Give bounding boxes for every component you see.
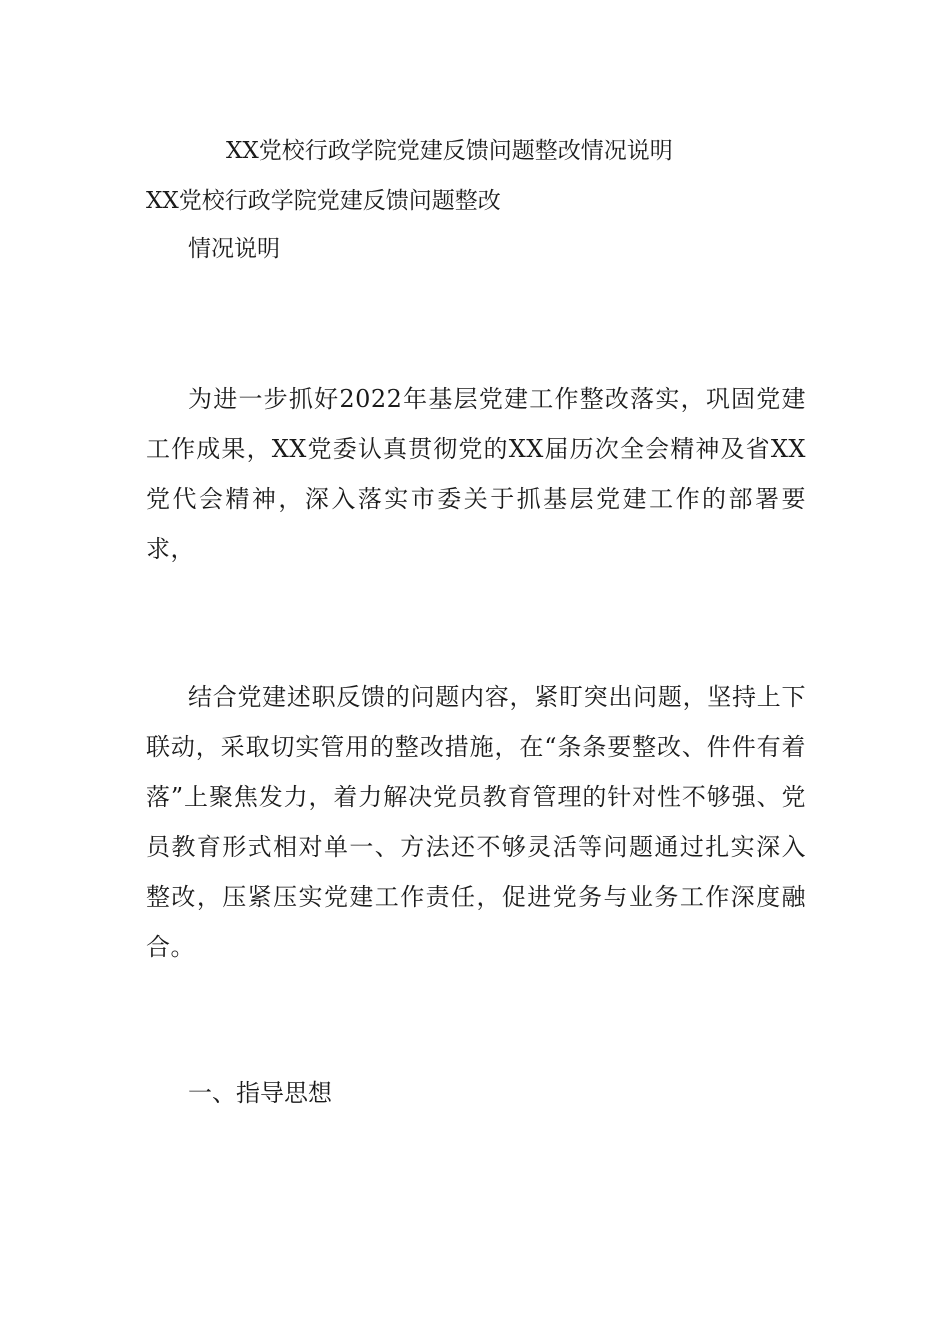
- document-subtitle-line-1: XX党校行政学院党建反馈问题整改: [146, 188, 501, 214]
- paragraph-rectification: 结合党建述职反馈的问题内容，紧盯突出问题，坚持上下联动，采取切实管用的整改措施，在“条条要整改、件件有着落”上聚焦发力，着力解决党员教育管理的针对性不够强、党员教育形式相对单一、方法还不够灵活等问题通过扎实深入整改，压紧压实党建工作责任，促进党务与业务工作深度融合。: [146, 683, 806, 961]
- document-subtitle-line-2: 情况说明: [188, 236, 280, 262]
- section-heading-guiding-ideology: 一、指导思想: [188, 1079, 332, 1107]
- document-title: XX党校行政学院党建反馈问题整改情况说明: [226, 138, 673, 164]
- paragraph-intro: 为进一步抓好2022年基层党建工作整改落实，巩固党建工作成果，XX党委认真贯彻党的XX届历次全会精神及省XX党代会精神，深入落实市委关于抓基层党建工作的部署要求，: [146, 385, 806, 563]
